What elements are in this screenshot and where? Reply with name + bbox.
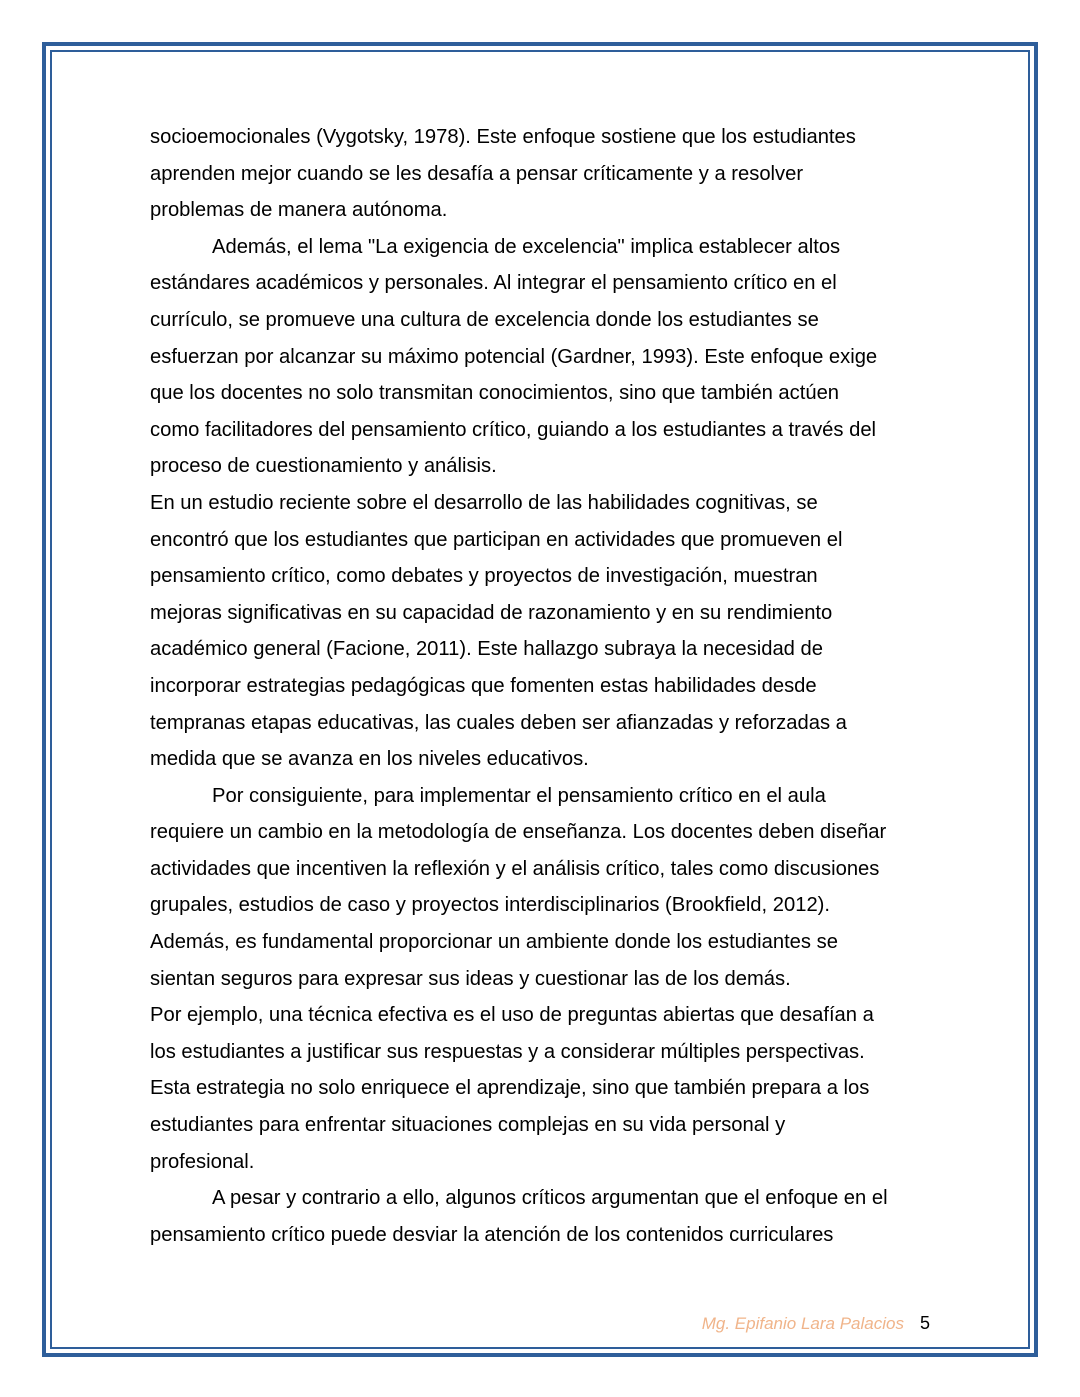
text-line: académico general (Facione, 2011). Este hallazgo subraya la necesidad de bbox=[150, 638, 823, 661]
document-body bbox=[150, 119, 940, 1253]
text-line: requiere un cambio en la metodología de enseñanza. Los docentes deben diseñar bbox=[150, 821, 887, 844]
text-line: los estudiantes a justificar sus respuestas y a considerar múltiples perspectivas. bbox=[150, 1040, 865, 1063]
text-line: estándares académicos y personales. Al integrar el pensamiento crítico en el bbox=[150, 272, 837, 295]
text-line: grupales, estudios de caso y proyectos interdisciplinarios (Brookfield, 2012). bbox=[150, 894, 830, 917]
text-line: proceso de cuestionamiento y análisis. bbox=[150, 455, 497, 478]
footer-author: Mg. Epifanio Lara Palacios bbox=[701, 1314, 904, 1333]
text-line: Por consiguiente, para implementar el pensamiento crítico en el aula bbox=[212, 784, 826, 807]
text-line: estudiantes para enfrentar situaciones complejas en su vida personal y bbox=[150, 1114, 786, 1137]
text-line: Esta estrategia no solo enriquece el aprendizaje, sino que también prepara a los bbox=[150, 1077, 870, 1100]
text-line: profesional. bbox=[150, 1150, 255, 1173]
page-footer bbox=[702, 1313, 930, 1341]
text-line: aprenden mejor cuando se les desafía a pensar críticamente y a resolver bbox=[150, 162, 804, 185]
text-line: actividades que incentiven la reflexión y el análisis crítico, tales como discusiones bbox=[150, 857, 880, 880]
text-line: A pesar y contrario a ello, algunos críticos argumentan que el enfoque en el bbox=[212, 1187, 888, 1210]
text-line: En un estudio reciente sobre el desarrollo de las habilidades cognitivas, se bbox=[150, 491, 818, 514]
text-line: que los docentes no solo transmitan conocimientos, sino que también actúen bbox=[150, 382, 840, 405]
page-number: 5 bbox=[919, 1313, 930, 1333]
text-line: Además, es fundamental proporcionar un ambiente donde los estudiantes se bbox=[150, 931, 838, 954]
text-line: como facilitadores del pensamiento crítico, guiando a los estudiantes a través del bbox=[150, 418, 877, 441]
text-line: mejoras significativas en su capacidad de razonamiento y en su rendimiento bbox=[150, 601, 833, 624]
text-line: esfuerzan por alcanzar su máximo potencial (Gardner, 1993). Este enfoque exige bbox=[150, 345, 878, 368]
text-line: encontró que los estudiantes que participan en actividades que promueven el bbox=[150, 528, 843, 551]
text-line: currículo, se promueve una cultura de excelencia donde los estudiantes se bbox=[150, 308, 819, 331]
text-line: incorporar estrategias pedagógicas que fomenten estas habilidades desde bbox=[150, 674, 817, 697]
text-line: tempranas etapas educativas, las cuales deben ser afianzadas y reforzadas a bbox=[150, 711, 847, 734]
text-line: sientan seguros para expresar sus ideas y cuestionar las de los demás. bbox=[150, 967, 791, 990]
text-line: pensamiento crítico, como debates y proyectos de investigación, muestran bbox=[150, 565, 818, 588]
text-line: medida que se avanza en los niveles educativos. bbox=[150, 748, 589, 771]
text-line: Además, el lema "La exigencia de excelencia" implica establecer altos bbox=[212, 235, 841, 258]
text-line: pensamiento crítico puede desviar la atención de los contenidos curriculares bbox=[150, 1223, 834, 1246]
text-line: Por ejemplo, una técnica efectiva es el uso de preguntas abiertas que desafían a bbox=[150, 1004, 874, 1027]
text-line: socioemocionales (Vygotsky, 1978). Este enfoque sostiene que los estudiantes bbox=[150, 126, 856, 148]
text-line: problemas de manera autónoma. bbox=[150, 199, 448, 222]
